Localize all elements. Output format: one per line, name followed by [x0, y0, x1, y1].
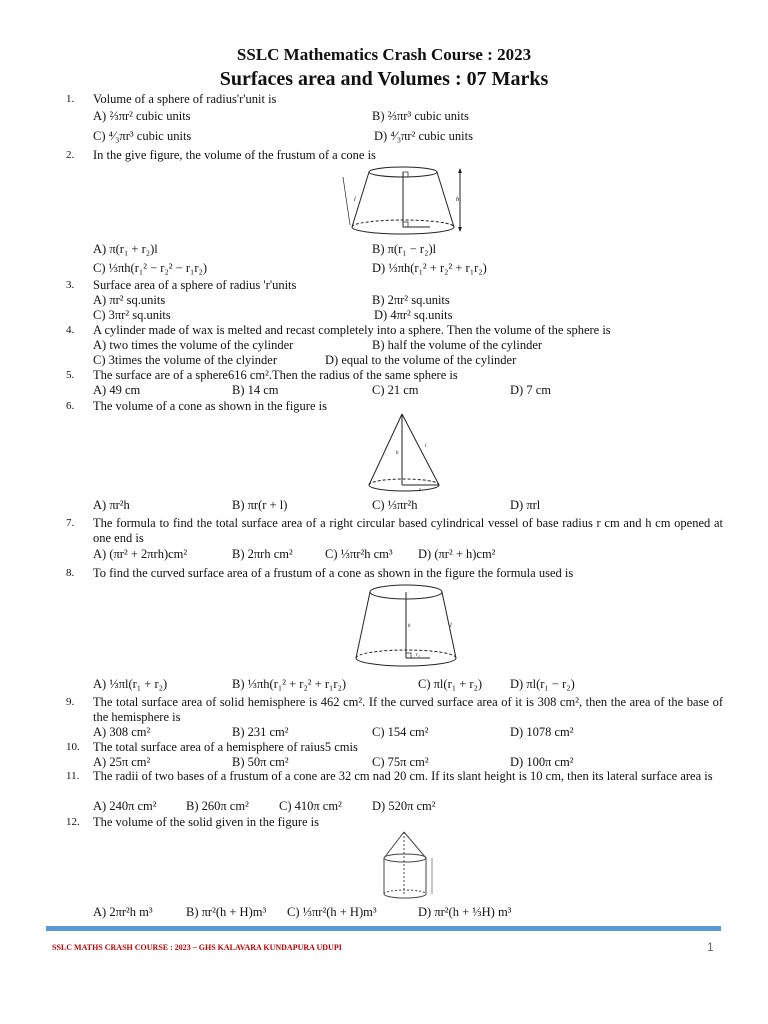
question-number: 7.	[66, 517, 75, 529]
option-d: D) 520π cm²	[372, 799, 436, 813]
option-a: A) 2πr²h m³	[93, 905, 153, 919]
option-a: A) ⅔πr² cubic units	[93, 109, 191, 123]
option-d: D) equal to the volume of the cylinder	[325, 353, 517, 367]
question-number: 2.	[66, 149, 75, 161]
option-a: A) πr²h	[93, 498, 130, 512]
question-text: Volume of a sphere of radius'r'unit is	[93, 92, 277, 106]
option-c: C) ⅓πh(r₁² − r₂² − r₁r₂)	[93, 261, 208, 275]
question-number: 11.	[66, 770, 80, 782]
option-b: B) 14 cm	[232, 383, 279, 397]
question-text: To find the curved surface area of a frustum of a cone as shown in the figure the formula used is	[93, 566, 574, 580]
option-d: D) 4πr² sq.units	[374, 308, 453, 322]
question-text: A cylinder made of wax is melted and recast completely into a sphere. Then the volume of the sphere is	[93, 323, 611, 337]
question-text: The volume of a cone as shown in the figure is	[93, 399, 327, 413]
option-c: C) ⅓πr²h	[372, 498, 418, 512]
question-text: Surface area of a sphere of radius 'r'units	[93, 278, 297, 292]
option-d: D) 1078 cm²	[510, 725, 574, 739]
question-text: The total surface area of a hemisphere of raius5 cmis	[93, 740, 358, 754]
option-a: A) ⅓πl(r₁ + r₂)	[93, 677, 168, 691]
option-d: D) (πr² + h)cm²	[418, 547, 496, 561]
option-b: B) 260π cm²	[186, 799, 249, 813]
question-number: 4.	[66, 324, 75, 336]
option-a: A) 25π cm²	[93, 755, 151, 769]
option-a: A) 308 cm²	[93, 725, 151, 739]
option-c: C) 154 cm²	[372, 725, 429, 739]
option-c: C) 75π cm²	[372, 755, 429, 769]
option-c: C) 3times the volume of the clyinder	[93, 353, 277, 367]
option-d: D) ⅓πh(r₁² + r₂² + r₁r₂)	[372, 261, 487, 275]
height-label: h	[408, 624, 411, 629]
option-b: B) π(r₁ − r₂)l	[372, 242, 437, 256]
option-c: C) ⁴⁄₃πr³ cubic units	[93, 129, 192, 143]
option-c: C) 3πr² sq.units	[93, 308, 171, 322]
option-d: D) πr²(h + ⅓H) m³	[418, 905, 512, 919]
option-c: C) ⅓πr²(h + H)m³	[287, 905, 377, 919]
question-text: The radii of two bases of a frustum of a cone are 32 cm nad 20 cm. If its slant height is 10 cm, then its lateral surface area is	[93, 769, 713, 783]
option-b: B) ⅔πr³ cubic units	[372, 109, 469, 123]
question-number: 9.	[66, 696, 75, 708]
question-number: 1.	[66, 93, 75, 105]
option-a: A) two times the volume of the cylinder	[93, 338, 294, 352]
option-b: B) 231 cm²	[232, 725, 289, 739]
question-number: 6.	[66, 400, 75, 412]
option-b: B) ⅓πh(r₁² + r₂² + r₁r₂)	[232, 677, 347, 691]
question-text: The formula to find the total surface area of a right circular based cylindrical vessel of base radius r cm and h cm opened at one end is	[93, 516, 723, 545]
question-text: The volume of the solid given in the figure is	[93, 815, 319, 829]
question-text: In the give figure, the volume of the frustum of a cone is	[93, 148, 376, 162]
option-a: A) π(r₁ + r₂)l	[93, 242, 158, 256]
option-a: A) πr² sq.units	[93, 293, 166, 307]
course-title: SSLC Mathematics Crash Course : 2023	[236, 45, 532, 64]
slant-label: l	[450, 623, 452, 629]
footer-text: SSLC MATHS CRASH COURSE : 2023 – GHS KALAVARA KUNDAPURA UDUPI	[52, 943, 342, 952]
question-number: 10.	[66, 741, 80, 753]
height-label: h	[396, 451, 399, 456]
option-d: D) πrl	[510, 498, 541, 512]
question-number: 12.	[66, 816, 80, 828]
option-c: C) 21 cm	[372, 383, 419, 397]
option-c: C) ⅓πr²h cm³	[325, 547, 393, 561]
option-a: A) 49 cm	[93, 383, 141, 397]
cone-cylinder-figure	[374, 830, 438, 902]
option-b: B) πr²(h + H)m³	[186, 905, 267, 919]
option-d: D) πl(r₁ − r₂)	[510, 677, 575, 691]
radius-label: r	[419, 488, 421, 493]
option-c: C) πl(r₁ + r₂)	[418, 677, 483, 691]
option-a: A) 240π cm²	[93, 799, 157, 813]
option-b: B) 50π cm²	[232, 755, 289, 769]
question-number: 5.	[66, 369, 75, 381]
option-d: D) ⁴⁄₃πr² cubic units	[374, 129, 473, 143]
cone-figure	[365, 412, 445, 494]
slant-label: l	[354, 197, 356, 203]
question-text: The surface are of a sphere616 cm².Then the radius of the same sphere is	[93, 368, 458, 382]
slant-label: l	[425, 444, 427, 449]
question-number: 3.	[66, 279, 75, 291]
option-d: D) 7 cm	[510, 383, 551, 397]
height-label: h	[456, 197, 459, 203]
option-a: A) (πr² + 2πrh)cm²	[93, 547, 188, 561]
option-b: B) 2πrh cm²	[232, 547, 293, 561]
question-text: The total surface area of solid hemisphere is 462 cm². If the curved surface area of it is 308 cm², then the area of the base of the hemisphere is	[93, 695, 723, 724]
frustum-figure	[350, 582, 462, 672]
page-title: Surfaces area and Volumes : 07 Marks	[219, 68, 549, 90]
frustum-figure	[340, 163, 470, 238]
option-b: B) half the volume of the cylinder	[372, 338, 543, 352]
option-b: B) πr(r + l)	[232, 498, 288, 512]
option-b: B) 2πr² sq.units	[372, 293, 450, 307]
radius-label: r₂	[416, 653, 420, 658]
question-number: 8.	[66, 567, 75, 579]
option-d: D) 100π cm²	[510, 755, 574, 769]
option-c: C) 410π cm²	[279, 799, 342, 813]
page-number: 1	[707, 940, 714, 954]
footer-divider	[46, 926, 721, 931]
